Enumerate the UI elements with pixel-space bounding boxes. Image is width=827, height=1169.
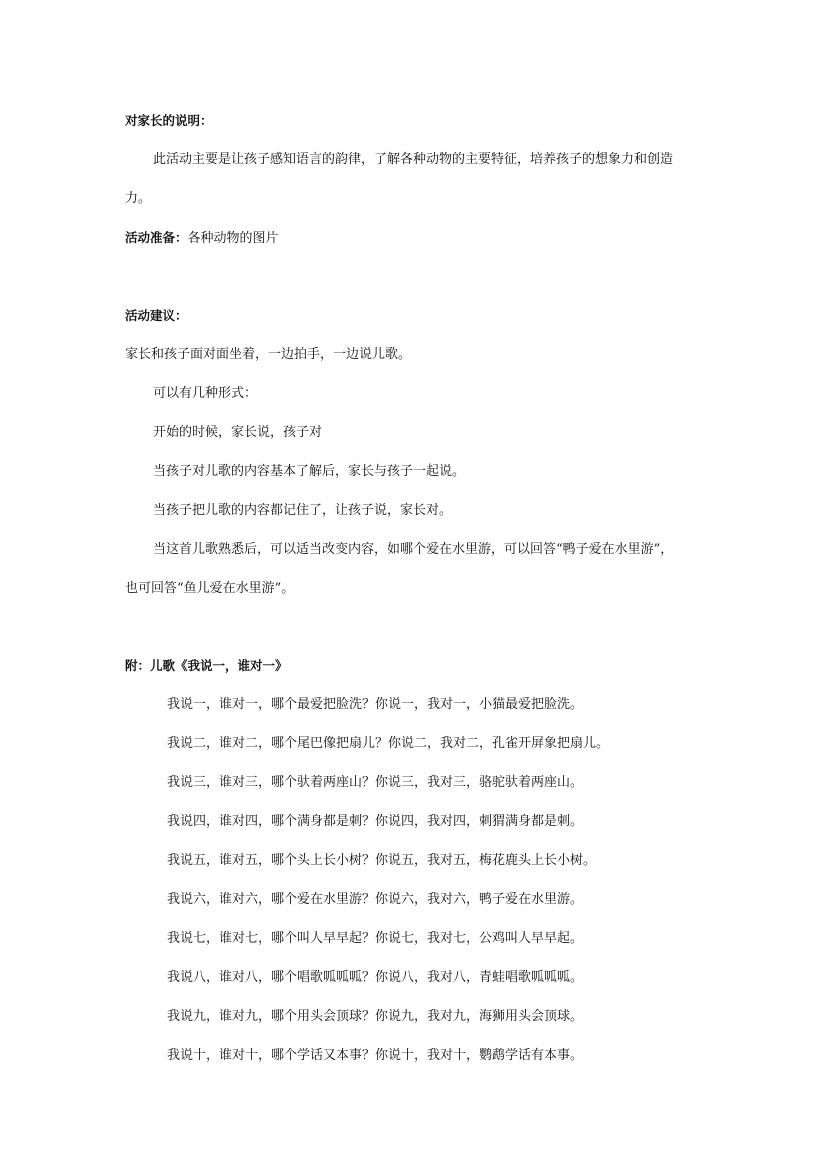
rhyme-line: 我说九，谁对九，哪个用头会顶球？你说九，我对九，海狮用头会顶球。 [167, 1009, 584, 1024]
rhyme-line: 我说十，谁对十，哪个学话又本事？你说十，我对十，鹦鹉学话有本事。 [167, 1048, 584, 1063]
rhyme-heading: 附：儿歌《我说一，谁对一》 [125, 658, 288, 673]
suggestion-line: 可以有几种形式： [153, 386, 258, 401]
parents-note-body-line1: 此活动主要是让孩子感知语言的韵律，了解各种动物的主要特征，培养孩子的想象力和创造 [153, 152, 674, 167]
rhyme-line: 我说二，谁对二，哪个尾巴像把扇儿？你说二，我对二，孔雀开屏象把扇儿。 [167, 736, 610, 751]
parents-note-heading: 对家长的说明： [125, 113, 213, 128]
rhyme-line: 我说八，谁对八，哪个唱歌呱呱呱？你说八，我对八，青蛙唱歌呱呱呱。 [167, 970, 584, 985]
preparation-text: 各种动物的图片 [187, 231, 279, 246]
suggestions-heading: 活动建议： [125, 308, 188, 323]
suggestion-line: 当孩子对儿歌的内容基本了解后，家长与孩子一起说。 [153, 464, 466, 479]
suggestion-line: 当这首儿歌熟悉后，可以适当改变内容，如哪个爱在水里游，可以回答“鸭子爱在水里游”， [153, 542, 674, 557]
preparation-line [125, 229, 279, 248]
parents-note-body-line2: 力。 [125, 191, 152, 206]
rhyme-line: 我说七，谁对七，哪个叫人早早起？你说七，我对七，公鸡叫人早早起。 [167, 931, 584, 946]
suggestion-line: 开始的时候，家长说，孩子对 [153, 425, 323, 440]
suggestion-line: 当孩子把儿歌的内容都记住了，让孩子说，家长对。 [153, 503, 453, 518]
suggestion-line: 家长和孩子面对面坐着，一边拍手，一边说儿歌。 [125, 347, 412, 362]
rhyme-line: 我说五，谁对五，哪个头上长小树？你说五，我对五，梅花鹿头上长小树。 [167, 853, 597, 868]
rhyme-line: 我说六，谁对六，哪个爱在水里游？你说六，我对六，鸭子爱在水里游。 [167, 892, 584, 907]
suggestion-line: 也可回答“鱼儿爱在水里游”。 [125, 581, 295, 596]
rhyme-line: 我说三，谁对三，哪个驮着两座山？你说三，我对三，骆驼驮着两座山。 [167, 775, 584, 790]
preparation-heading: 活动准备： [125, 230, 188, 245]
rhyme-line: 我说四，谁对四，哪个满身都是刺？你说四，我对四，刺猬满身都是刺。 [167, 814, 584, 829]
rhyme-line: 我说一，谁对一，哪个最爱把脸洗？你说一，我对一，小猫最爱把脸洗。 [167, 697, 584, 712]
